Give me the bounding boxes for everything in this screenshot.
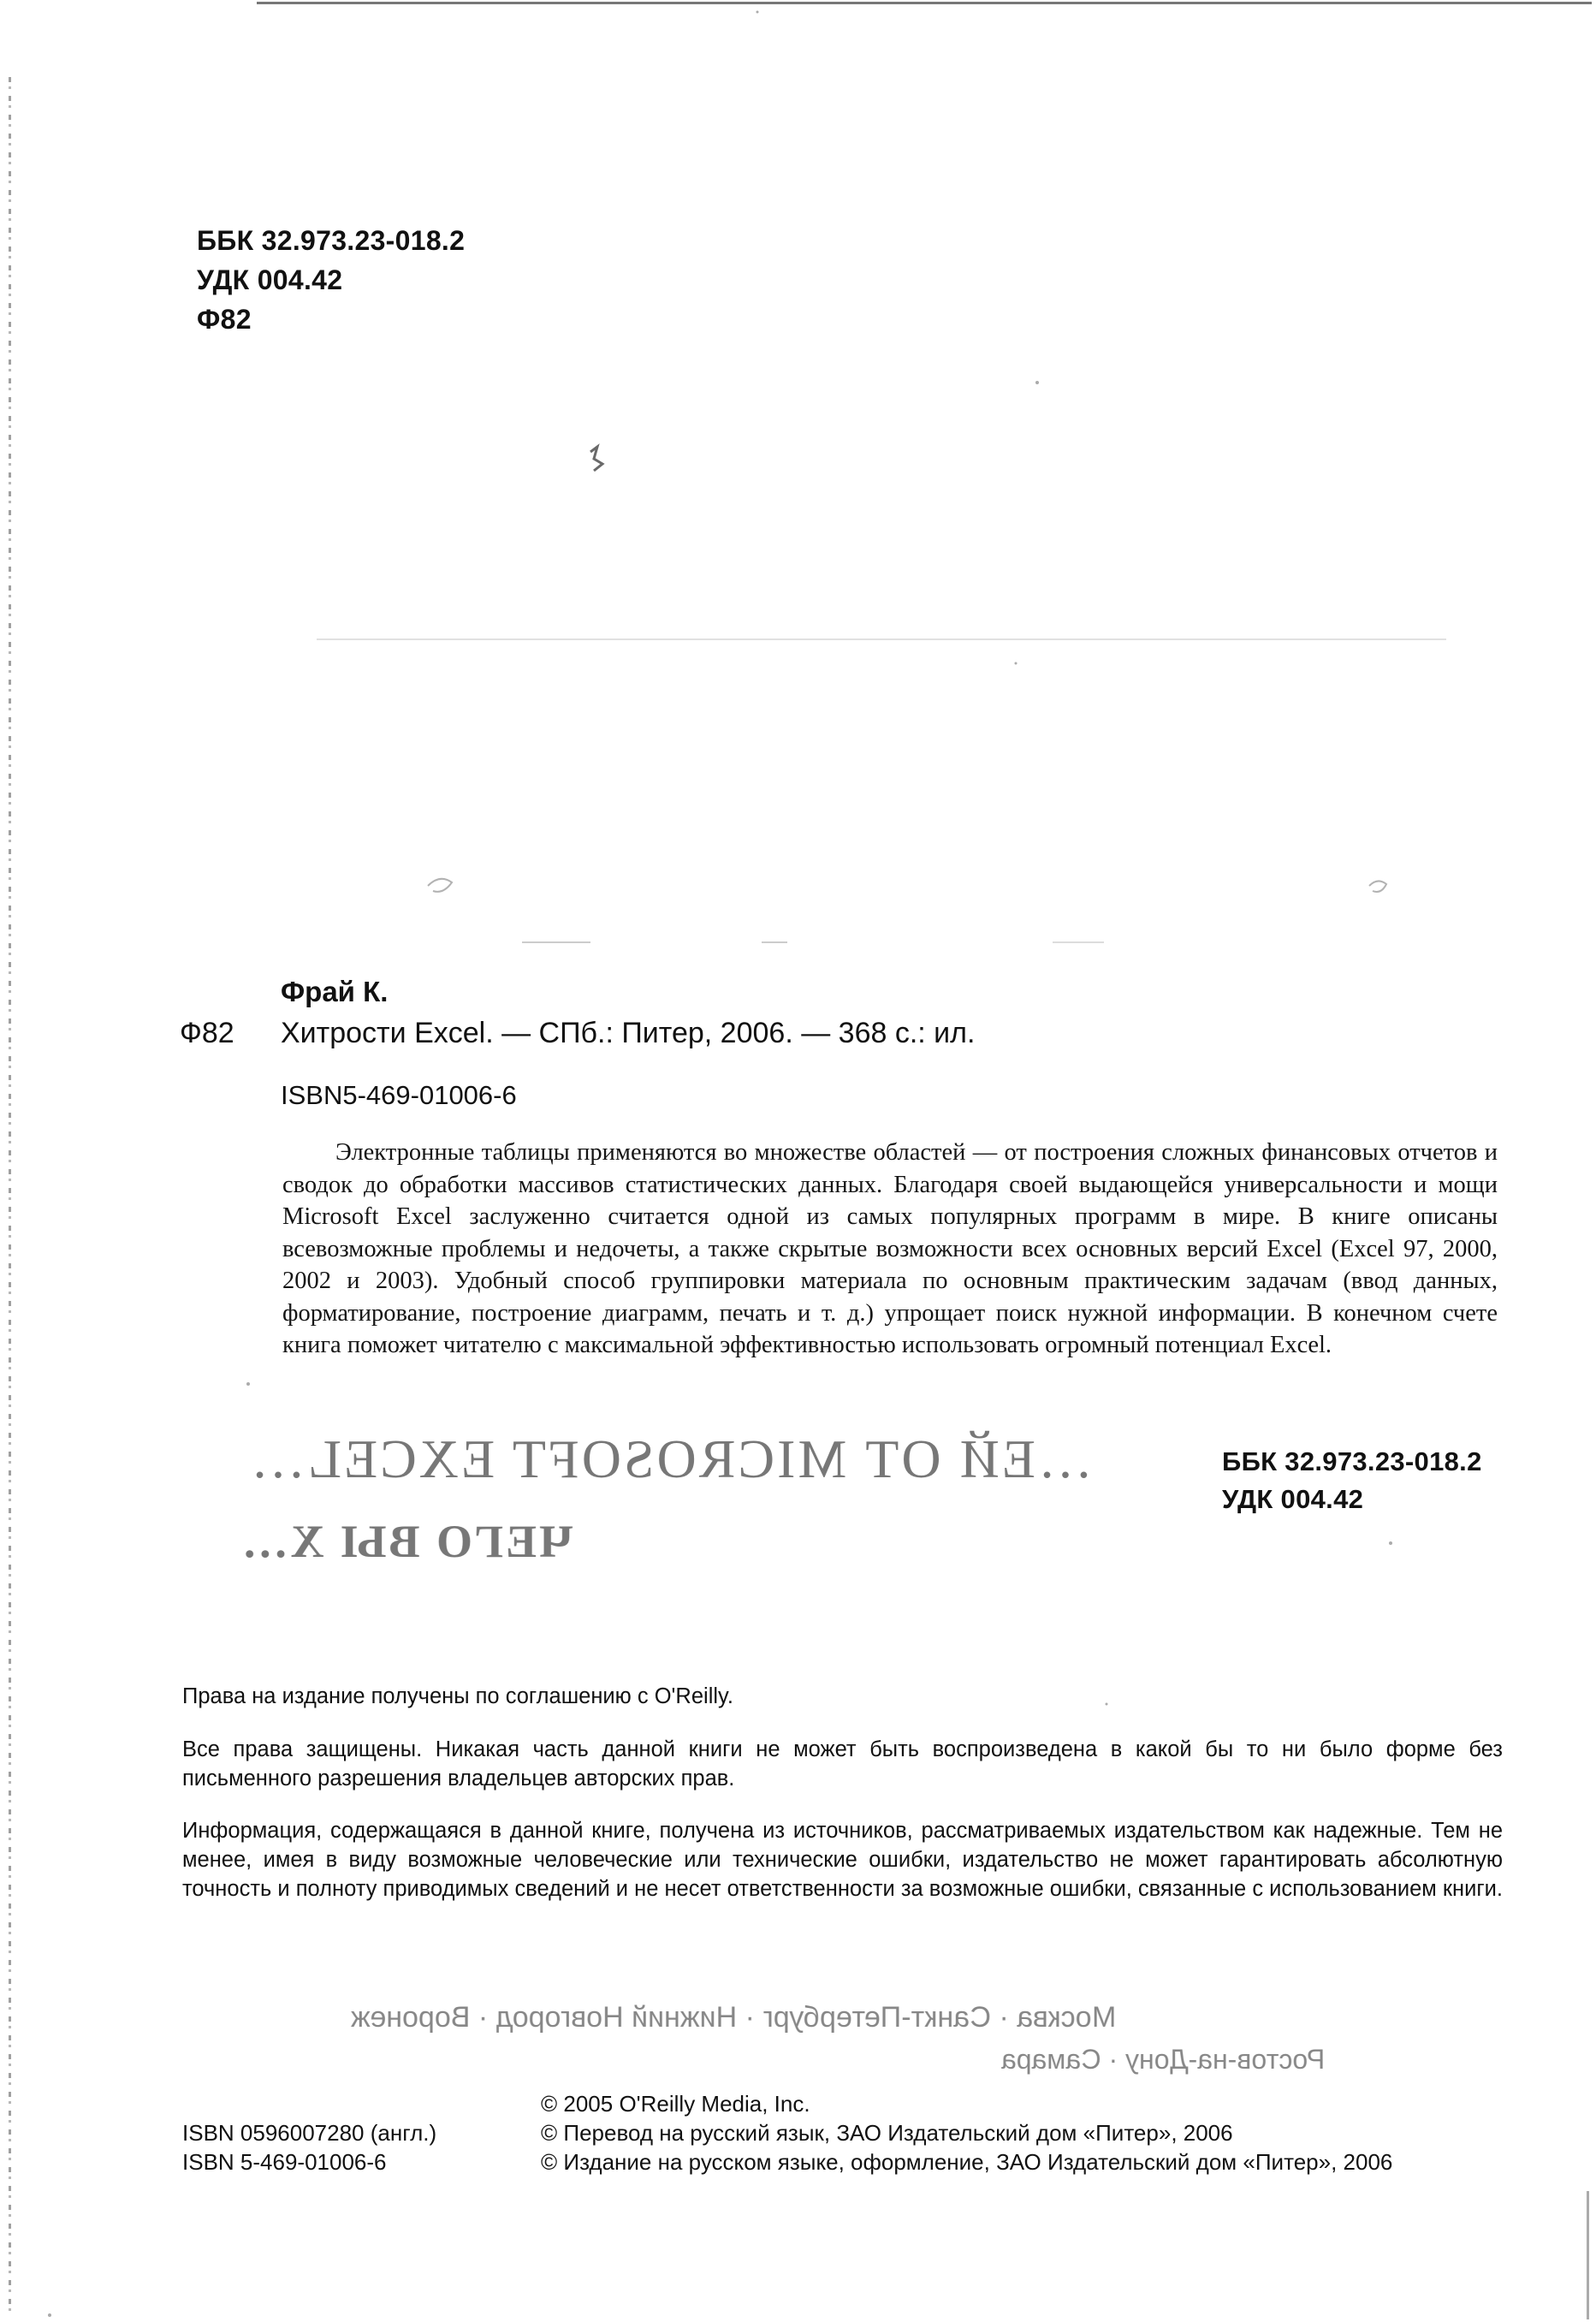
rights-reserved: Все права защищены. Никакая часть данной книги не может быть воспроизведена в какой бы то ни было форме без письменного разрешения владельцев авторских прав. bbox=[182, 1737, 1503, 1790]
bbk-code-repeat: ББК 32.973.23-018.2 bbox=[1222, 1446, 1482, 1476]
entry-description: Хитрости Excel. — СПб.: Питер, 2006. — 368 с.: ил. bbox=[281, 1017, 976, 1049]
udk-code: УДК 004.42 bbox=[197, 264, 343, 295]
copyright-original: © 2005 O'Reilly Media, Inc. bbox=[541, 2091, 810, 2117]
copyright-edition: © Издание на русском языке, оформление, ЗАО Издательский дом «Питер», 2006 bbox=[541, 2149, 1393, 2175]
udk-code-repeat: УДК 004.42 bbox=[1222, 1484, 1364, 1514]
author-mark-code: Ф82 bbox=[197, 304, 252, 335]
rights-license: Права на издание получены по соглашению с O'Reilly. bbox=[182, 1684, 733, 1708]
copyright-block bbox=[541, 2089, 1392, 2177]
rights-disclaimer: Информация, содержащаяся в данной книге, получена из источников, рассматриваемых издательством как надежные. Тем не менее, имея в виду возможные человеческие или технические ошибки, издательство не может гарантировать абсолютную точность и полноту приводимых сведений и не несет ответственности за возможные ошибки, связанные с использованием книги. bbox=[182, 1819, 1504, 1901]
isbn-english: ISBN 0596007280 (англ.) bbox=[182, 2120, 437, 2146]
annotation-paragraph: Электронные таблицы применяются во множестве областей — от построения сложных финансовых отчетов и сводок до обработки массивов статистических данных. Благодаря своей выдающейся универсальности и мощи Microsoft Excel заслуженно считается одной из самых популярных программ в мире. В книге описаны всевозможные проблемы и недочеты, а также скрытые возможности всех основных версий Excel (Excel 97, 2000, 2002 и 2003). Удобный способ группировки материала по основным практическим задачам (ввод данных, форматирование, построение диаграмм, печать и т. д.) упрощает поиск нужной информации. В конечном счете книга поможет читателю с максимальной эффективностью использовать огромный потенциал Excel. bbox=[282, 1139, 1498, 1358]
classification-block bbox=[197, 221, 465, 339]
bbk-code: ББК 32.973.23-018.2 bbox=[197, 225, 466, 256]
copyright-translation: © Перевод на русский язык, ЗАО Издательский дом «Питер», 2006 bbox=[541, 2120, 1233, 2146]
show-through-cities-2: Ростов-на-Дону · Самара bbox=[1001, 2044, 1326, 2075]
isbn-block bbox=[182, 2118, 436, 2177]
classification-block-repeat bbox=[1222, 1443, 1482, 1518]
isbn-russian: ISBN 5-469-01006-6 bbox=[182, 2149, 387, 2175]
show-through-subtitle: ЧЕГО ВЫ Х… bbox=[240, 1516, 573, 1567]
entry-isbn: ISBN5-469-01006-6 bbox=[281, 1080, 517, 1110]
entry-code: Ф82 bbox=[180, 1017, 234, 1049]
author-name: Фрай К. bbox=[281, 976, 389, 1007]
show-through-cities: Москва · Санкт-Петербург · Нижний Новгород · Воронеж bbox=[351, 2001, 1117, 2034]
show-through-title: …ЕЙ ОТ MICROSOFT EXCEL… bbox=[248, 1428, 1093, 1489]
